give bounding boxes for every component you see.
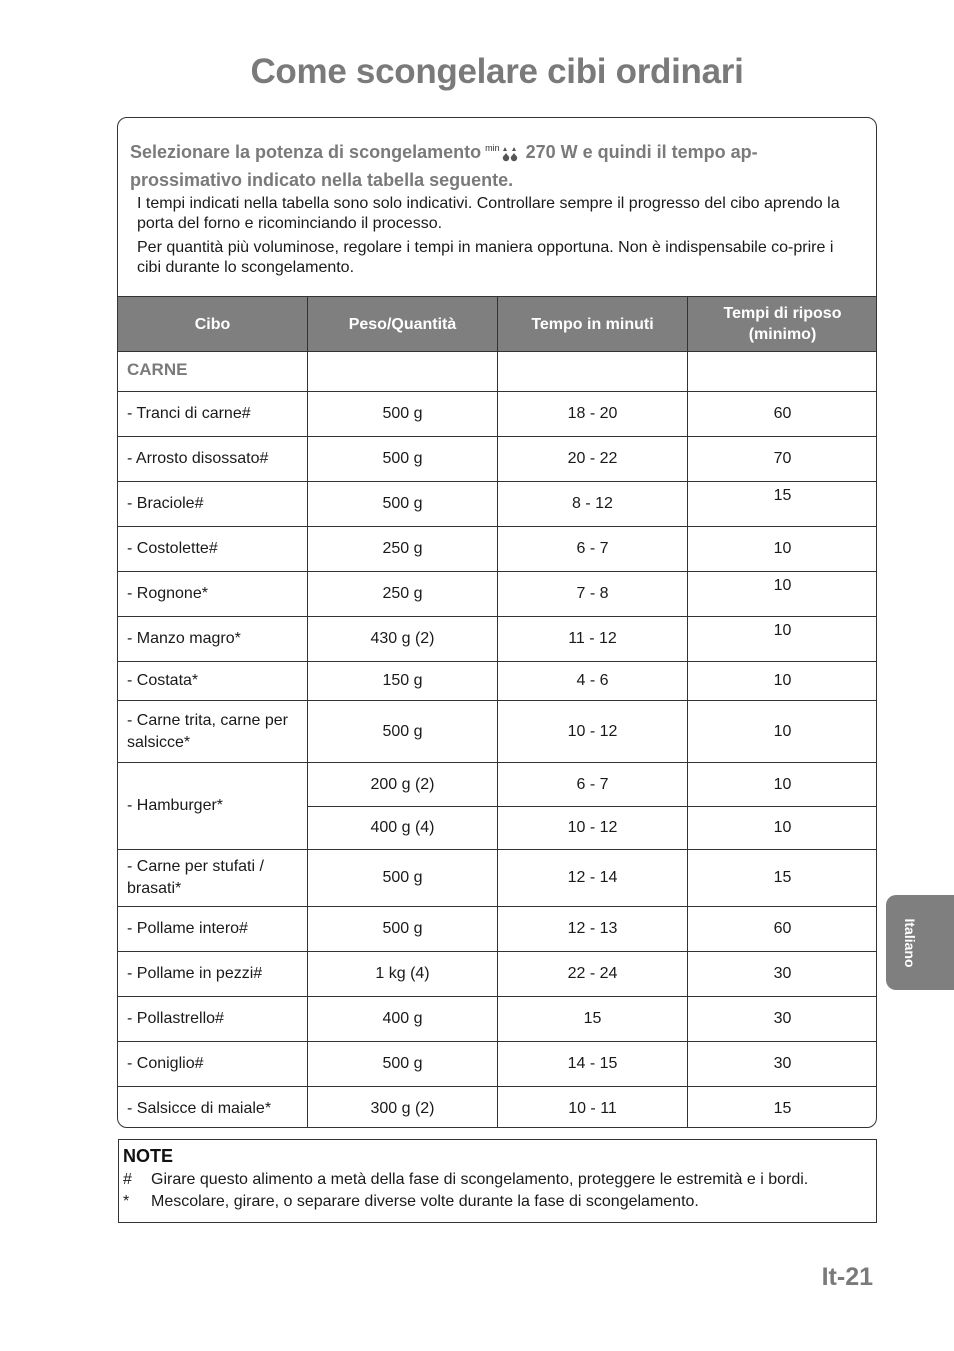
- lead-text-before: Selezionare la potenza di scongelamento: [130, 142, 482, 162]
- table-row: [118, 527, 878, 572]
- note-title: NOTE: [123, 1146, 174, 1166]
- table-row: [118, 997, 878, 1042]
- defrost-table: [117, 296, 877, 1128]
- weight-cell: 250 g: [308, 527, 498, 572]
- rest-cell: 15: [688, 850, 878, 907]
- note-symbol: *: [123, 1193, 130, 1210]
- defrost-table-box: [117, 117, 877, 1128]
- table-row: [118, 850, 878, 907]
- food-cell: - Carne per stufati / brasati*: [118, 850, 308, 907]
- table-row: [118, 763, 878, 807]
- rest-cell: 60: [688, 392, 878, 437]
- intro-paragraph-2: Per quantità più voluminose, regolare i tempi in maniera opportuna. Non è indispensabile co-prire i cibi durante lo scongelamento.: [137, 239, 834, 276]
- rest-cell: 30: [688, 952, 878, 997]
- time-cell: 11 - 12: [498, 617, 688, 662]
- empty-cell: [308, 352, 498, 392]
- table-row: [118, 662, 878, 701]
- note-text: Girare questo alimento a metà della fase di scongelamento, proteggere le estremità e i bordi.: [151, 1171, 809, 1188]
- food-cell: - Salsicce di maiale*: [118, 1087, 308, 1129]
- weight-cell: 1 kg (4): [308, 952, 498, 997]
- table-header-row: [118, 297, 878, 352]
- rest-cell: 30: [688, 997, 878, 1042]
- time-cell: 4 - 6: [498, 662, 688, 701]
- table-row: [118, 617, 878, 662]
- note-text: Mescolare, girare, o separare diverse volte durante la fase di scongelamento.: [151, 1193, 699, 1210]
- header-time: Tempo in minuti: [498, 297, 688, 352]
- rest-cell: 10: [688, 572, 878, 617]
- time-cell: 14 - 15: [498, 1042, 688, 1087]
- time-cell: 12 - 14: [498, 850, 688, 907]
- weight-cell: 500 g: [308, 1042, 498, 1087]
- table-row: [118, 952, 878, 997]
- rest-cell: 10: [688, 527, 878, 572]
- food-cell: - Coniglio#: [118, 1042, 308, 1087]
- rest-cell: 15: [688, 1087, 878, 1129]
- time-cell: 8 - 12: [498, 482, 688, 527]
- food-cell: - Rognone*: [118, 572, 308, 617]
- weight-cell: 500 g: [308, 850, 498, 907]
- lead-text-line2: prossimativo indicato nella tabella seguente.: [130, 170, 514, 190]
- time-cell: 18 - 20: [498, 392, 688, 437]
- rest-cell: 10: [688, 807, 878, 850]
- weight-cell: 150 g: [308, 662, 498, 701]
- rest-cell: 10: [688, 701, 878, 763]
- weight-cell: 500 g: [308, 392, 498, 437]
- food-cell: - Hamburger*: [118, 763, 308, 850]
- weight-cell: 500 g: [308, 482, 498, 527]
- rest-cell: 30: [688, 1042, 878, 1087]
- page-title: Come scongelare cibi ordinari: [250, 52, 744, 91]
- food-cell: - Arrosto disossato#: [118, 437, 308, 482]
- rest-cell: 10: [688, 617, 878, 662]
- time-cell: 20 - 22: [498, 437, 688, 482]
- intro-section: [118, 118, 876, 296]
- table-row: [118, 1087, 878, 1129]
- time-cell: 7 - 8: [498, 572, 688, 617]
- weight-cell: 500 g: [308, 437, 498, 482]
- food-cell: - Carne trita, carne per salsicce*: [118, 701, 308, 763]
- weight-cell: 500 g: [308, 701, 498, 763]
- rest-cell: 70: [688, 437, 878, 482]
- empty-cell: [688, 352, 878, 392]
- rest-cell: 10: [688, 662, 878, 701]
- note-item: [123, 1192, 873, 1212]
- food-cell: - Braciole#: [118, 482, 308, 527]
- table-row: [118, 392, 878, 437]
- food-cell: - Tranci di carne#: [118, 392, 308, 437]
- time-cell: 10 - 12: [498, 807, 688, 850]
- header-food: Cibo: [118, 297, 308, 352]
- weight-cell: 400 g (4): [308, 807, 498, 850]
- table-row: [118, 907, 878, 952]
- header-rest: Tempi di riposo (minimo): [688, 297, 878, 352]
- defrost-icon: [502, 144, 518, 162]
- lead-instruction: [130, 134, 850, 194]
- page-number: It-21: [821, 1263, 873, 1291]
- intro-paragraph-1: I tempi indicati nella tabella sono solo indicativi. Controllare sempre il progresso del cibo aprendo la porta del forno e ricominciando il processo.: [137, 195, 840, 232]
- weight-cell: 300 g (2): [308, 1087, 498, 1129]
- food-cell: - Manzo magro*: [118, 617, 308, 662]
- note-item: [123, 1170, 873, 1190]
- time-cell: 10 - 11: [498, 1087, 688, 1129]
- food-cell: - Costata*: [118, 662, 308, 701]
- weight-cell: 250 g: [308, 572, 498, 617]
- table-row: [118, 482, 878, 527]
- weight-cell: 400 g: [308, 997, 498, 1042]
- table-row: [118, 1042, 878, 1087]
- food-cell: - Costolette#: [118, 527, 308, 572]
- rest-cell: 60: [688, 907, 878, 952]
- min-label: min: [485, 143, 500, 153]
- weight-cell: 430 g (2): [308, 617, 498, 662]
- table-row: [118, 437, 878, 482]
- weight-cell: 200 g (2): [308, 763, 498, 807]
- time-cell: 12 - 13: [498, 907, 688, 952]
- food-cell: - Pollame intero#: [118, 907, 308, 952]
- time-cell: 6 - 7: [498, 527, 688, 572]
- section-row: [118, 352, 878, 392]
- time-cell: 15: [498, 997, 688, 1042]
- language-tab-label: Italiano: [902, 918, 918, 968]
- section-label: CARNE: [118, 352, 308, 392]
- note-symbol: #: [123, 1171, 132, 1188]
- language-tab: [886, 895, 954, 990]
- time-cell: 10 - 12: [498, 701, 688, 763]
- time-cell: 22 - 24: [498, 952, 688, 997]
- note-box: [118, 1139, 877, 1223]
- rest-cell: 15: [688, 482, 878, 527]
- time-cell: 6 - 7: [498, 763, 688, 807]
- weight-cell: 500 g: [308, 907, 498, 952]
- empty-cell: [498, 352, 688, 392]
- table-row: [118, 701, 878, 763]
- food-cell: - Pollame in pezzi#: [118, 952, 308, 997]
- food-cell: - Pollastrello#: [118, 997, 308, 1042]
- lead-text-after: 270 W e quindi il tempo ap-: [525, 142, 758, 162]
- rest-cell: 10: [688, 763, 878, 807]
- table-row: [118, 572, 878, 617]
- header-weight: Peso/Quantità: [308, 297, 498, 352]
